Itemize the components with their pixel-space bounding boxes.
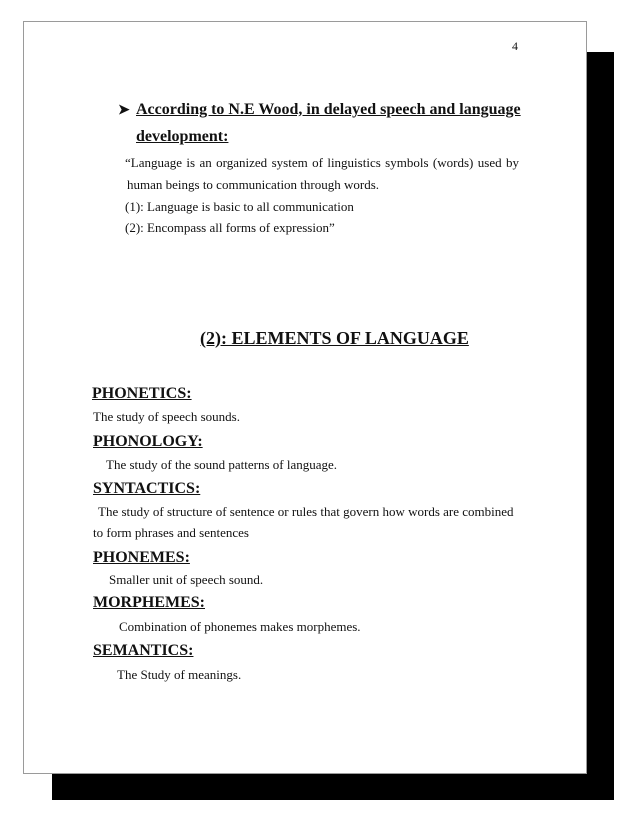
- arrow-bullet-icon: ➤: [118, 103, 130, 118]
- definition-phonemes: Smaller unit of speech sound.: [109, 572, 264, 587]
- quote-line1: “Language is an organized system of linguistics symbols (words) used by: [125, 155, 519, 170]
- page-number: 4: [512, 39, 518, 53]
- document-page: [23, 21, 587, 774]
- definition-syntactics: The study of structure of sentence or rules that govern how words are combined: [98, 504, 514, 519]
- term-semantics: SEMANTICS:: [93, 642, 194, 659]
- term-syntactics: SYNTACTICS:: [93, 480, 201, 497]
- term-phonemes: PHONEMES:: [93, 549, 190, 566]
- section-title: (2): ELEMENTS OF LANGUAGE: [200, 328, 469, 348]
- quote-point2: (2): Encompass all forms of expression”: [125, 220, 335, 235]
- definition-phonetics: The study of speech sounds.: [93, 409, 240, 424]
- bullet-heading-line2: development:: [136, 128, 229, 145]
- quote-point1: (1): Language is basic to all communication: [125, 199, 354, 214]
- bullet-heading-line1: According to N.E Wood, in delayed speech and language: [136, 101, 521, 118]
- definition-phonology: The study of the sound patterns of language.: [106, 457, 338, 472]
- definition-morphemes: Combination of phonemes makes morphemes.: [119, 619, 361, 634]
- definition-semantics: The Study of meanings.: [117, 667, 242, 682]
- term-phonology: PHONOLOGY:: [93, 433, 203, 450]
- term-phonetics: PHONETICS:: [92, 385, 192, 402]
- term-morphemes: MORPHEMES:: [93, 594, 205, 611]
- definition-syntactics-line2: to form phrases and sentences: [93, 525, 249, 540]
- quote-line2: human beings to communication through words.: [127, 177, 380, 192]
